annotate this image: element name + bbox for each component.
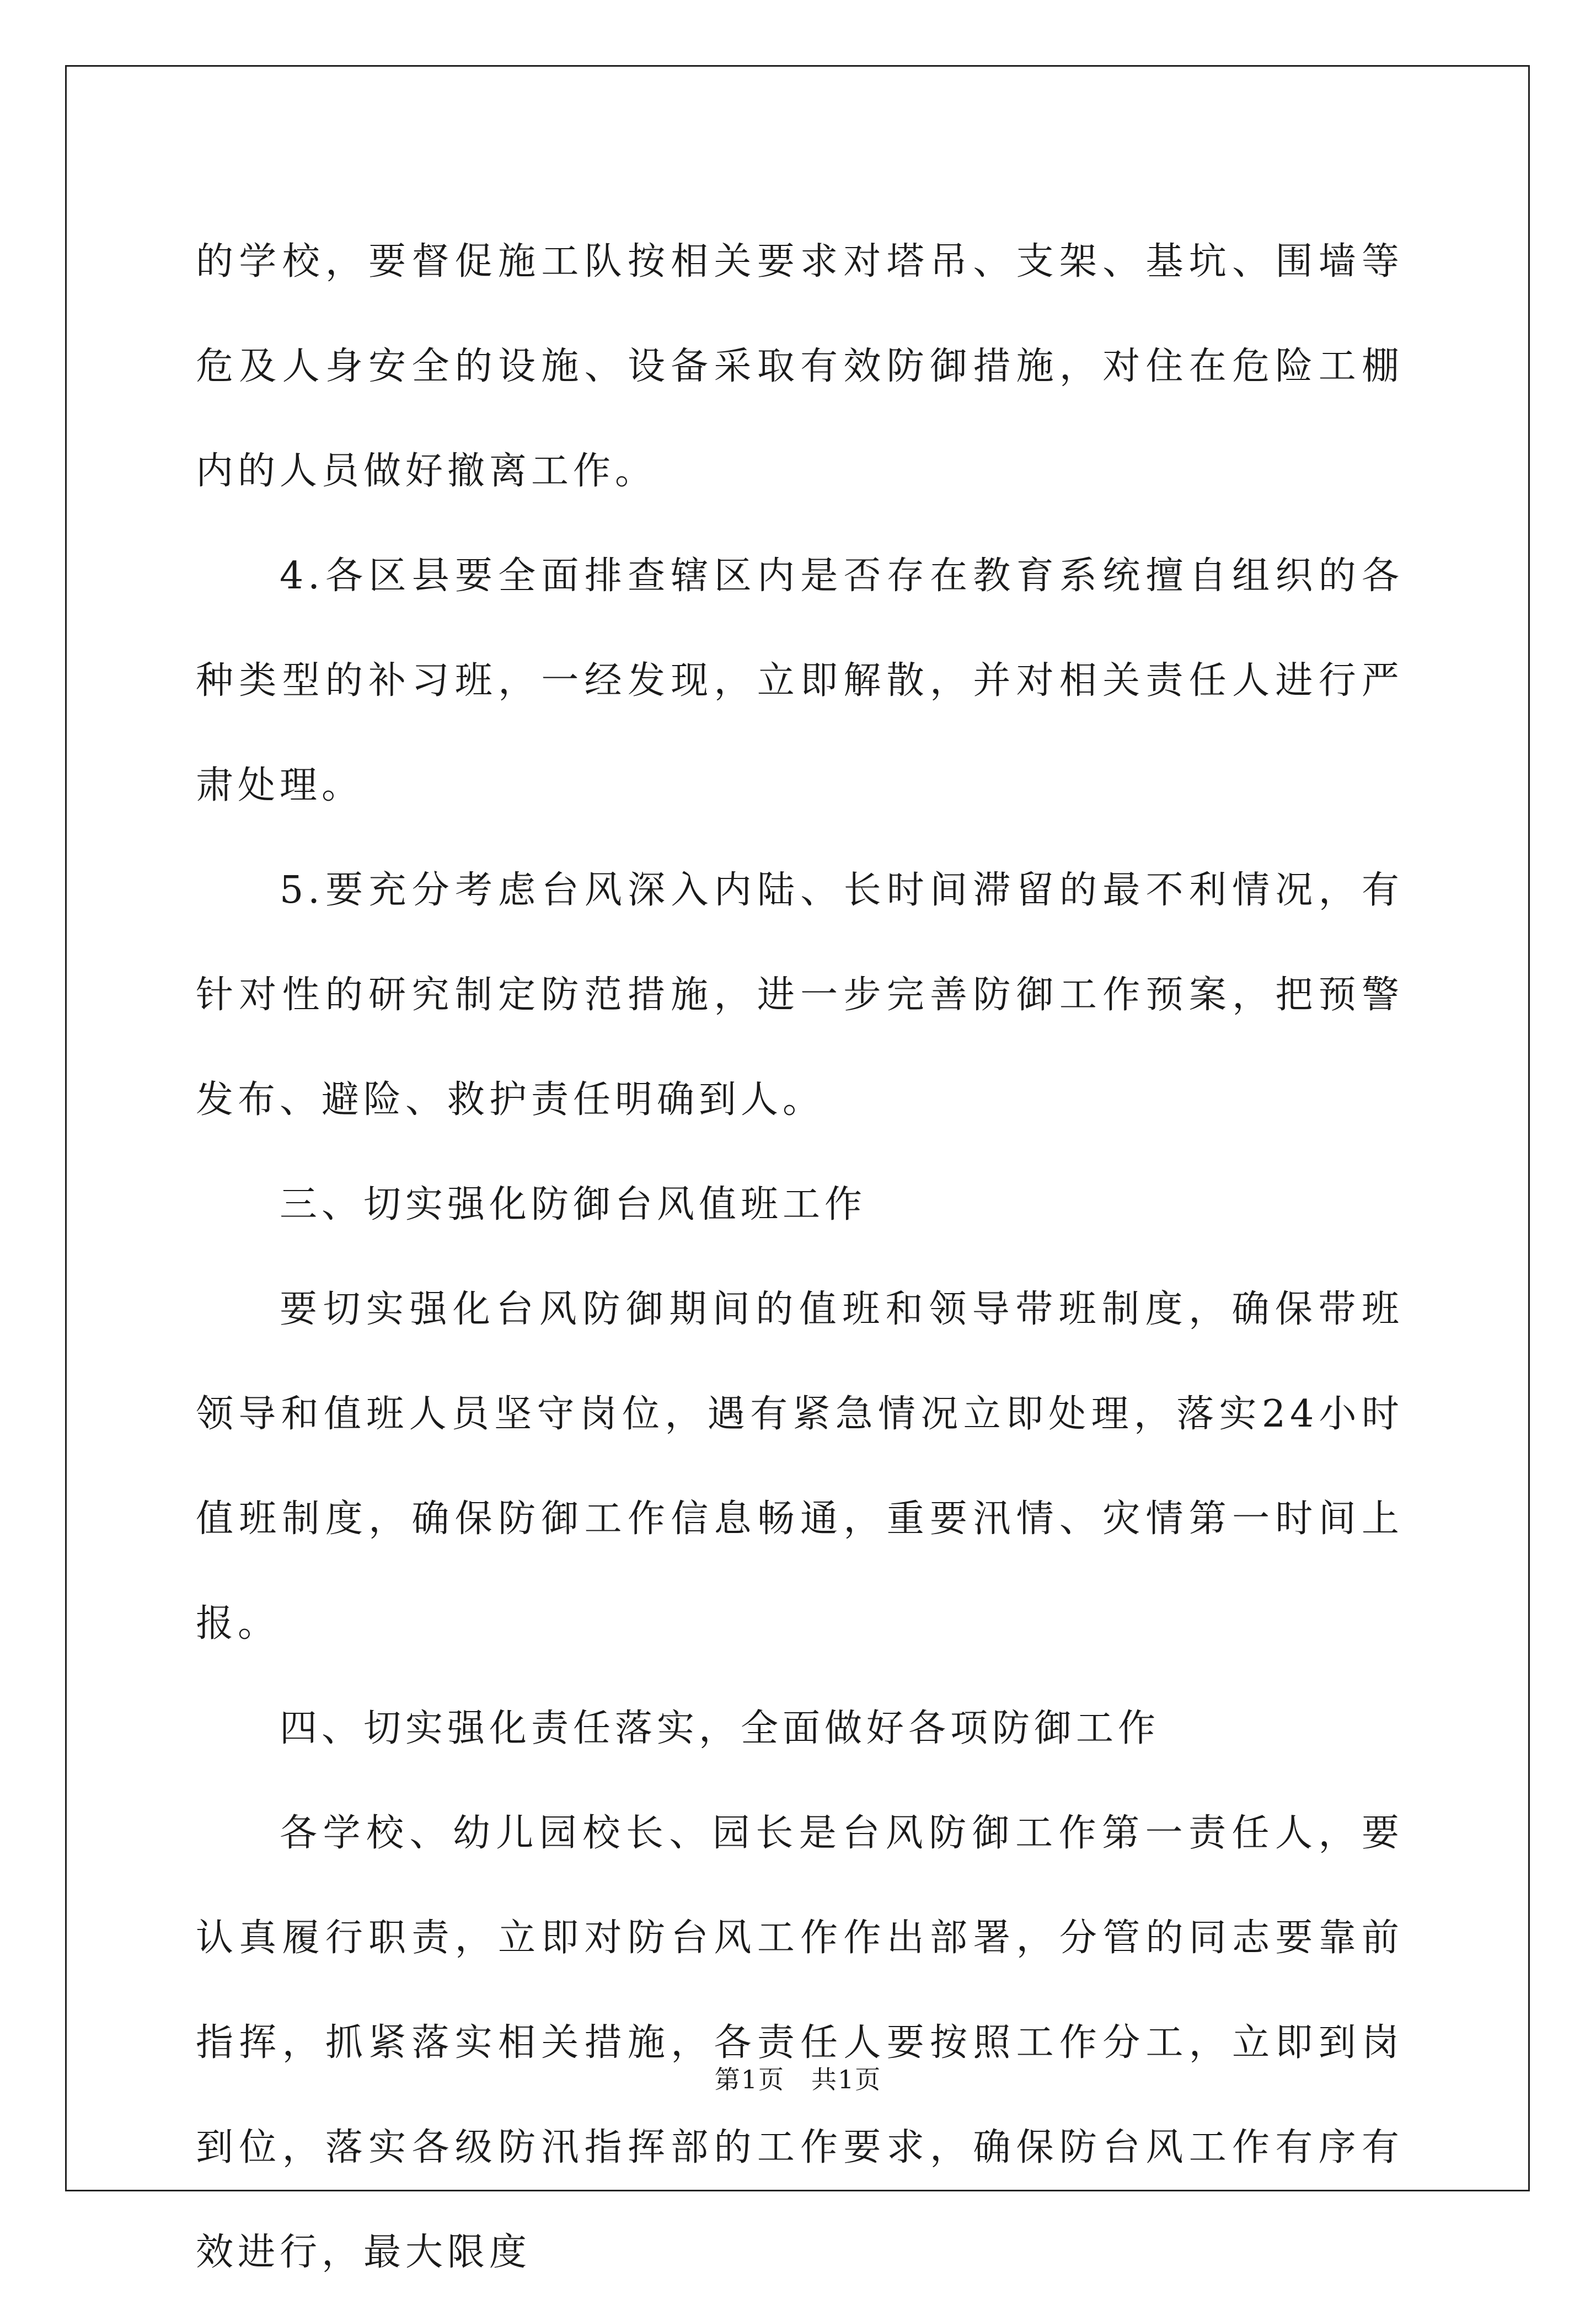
- document-body: [196, 210, 1404, 2305]
- paragraph-2: 4.各区县要全面排查辖区内是否存在教育系统擅自组织的各种类型的补习班，一经发现，立即解散，并对相关责任人进行严肃处理。: [196, 554, 1404, 807]
- section-heading-4: 四、切实强化责任落实，全面做好各项防御工作: [280, 1707, 1160, 1750]
- paragraph-1: 的学校，要督促施工队按相关要求对塔吊、支架、基坑、围墙等危及人身安全的设施、设备采取有效防御措施，对住在危险工棚内的人员做好撤离工作。: [196, 240, 1404, 493]
- paragraph-3: 5.要充分考虑台风深入内陆、长时间滞留的最不利情况，有针对性的研究制定防范措施，进一步完善防御工作预案，把预警发布、避险、救护责任明确到人。: [196, 869, 1404, 1122]
- page-number-footer: 第1页 共1页: [714, 2065, 882, 2094]
- paragraph-5: 各学校、幼儿园校长、园长是台风防御工作第一责任人，要认真履行职责，立即对防台风工作作出部署，分管的同志要靠前指挥，抓紧落实相关措施，各责任人要按照工作分工，立即到岗到位，落实各级防汛指挥部的工作要求，确保防台风工作有序有效进行，最大限度: [196, 1811, 1404, 2274]
- paragraph-4: 要切实强化台风防御期间的值班和领导带班制度，确保带班领导和值班人员坚守岗位，遇有紧急情况立即处理，落实24小时值班制度，确保防御工作信息畅通，重要汛情、灾情第一时间上报。: [196, 1288, 1404, 1645]
- section-heading-3: 三、切实强化防御台风值班工作: [280, 1183, 867, 1226]
